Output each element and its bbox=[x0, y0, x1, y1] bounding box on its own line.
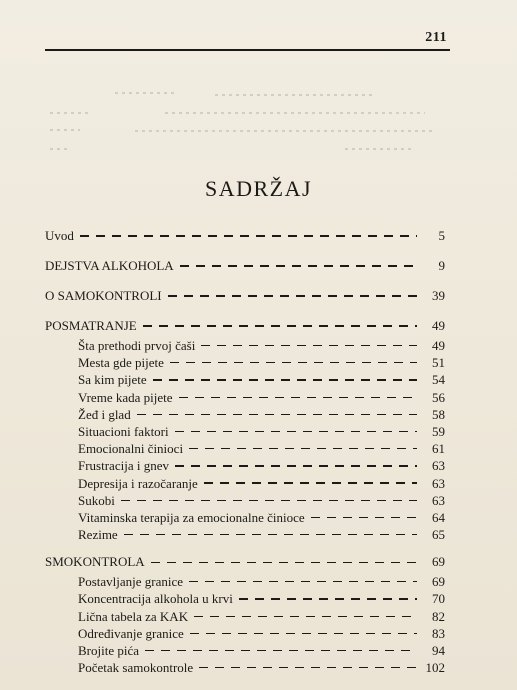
toc-dash-leader bbox=[175, 431, 417, 432]
toc-page-number: 5 bbox=[438, 228, 445, 243]
contents-title: SADRŽAJ bbox=[204, 176, 313, 201]
toc-entry-label: Lična tabela za KAK bbox=[78, 608, 189, 624]
toc-entry-label: Žeđ i glad bbox=[78, 406, 131, 422]
toc-chapter-row bbox=[45, 285, 445, 307]
toc-dash-leader bbox=[137, 414, 417, 415]
toc-page-number: 83 bbox=[432, 625, 445, 641]
toc-section-row bbox=[45, 440, 445, 457]
toc-page-number: 49 bbox=[432, 318, 445, 333]
header-rule bbox=[45, 49, 450, 51]
toc-entry-label: Šta prethodi prvoj čaši bbox=[78, 338, 196, 353]
toc-section-row bbox=[45, 475, 445, 492]
toc-section-row bbox=[45, 642, 445, 659]
toc-dash-leader bbox=[143, 325, 417, 326]
toc-page-number: 59 bbox=[432, 423, 445, 439]
toc-entry-label: POSMATRANJE bbox=[45, 318, 137, 333]
toc-section-row bbox=[45, 354, 445, 371]
toc-entry-label: Koncentracija alkohola u krvi bbox=[78, 591, 233, 607]
toc-dash-leader bbox=[124, 534, 417, 535]
toc-page-number: 54 bbox=[432, 372, 445, 388]
toc-dash-leader bbox=[201, 345, 417, 346]
toc-section-row bbox=[45, 423, 445, 440]
toc-dash-leader bbox=[80, 235, 417, 236]
toc-section-row bbox=[45, 625, 445, 642]
toc-dash-leader bbox=[199, 667, 417, 668]
toc-entry-label: Vreme kada pijete bbox=[78, 389, 173, 405]
toc-page-number: 58 bbox=[432, 406, 445, 422]
toc-section-row bbox=[45, 509, 445, 526]
toc-entry-label: Postavljanje granice bbox=[78, 574, 184, 590]
toc-entry-label: Situacioni faktori bbox=[78, 423, 169, 439]
toc-entry-label: Uvod bbox=[45, 228, 74, 243]
toc-dash-leader bbox=[180, 265, 417, 266]
toc-dash-leader bbox=[311, 517, 417, 518]
toc-section-row bbox=[45, 457, 445, 474]
toc-dash-leader bbox=[151, 562, 417, 563]
toc-dash-leader bbox=[189, 581, 417, 582]
toc-dash-leader bbox=[153, 379, 417, 380]
toc-page-number: 63 bbox=[432, 458, 445, 474]
toc-entry-label: Sukobi bbox=[78, 492, 115, 508]
toc-page-number: 102 bbox=[425, 660, 445, 676]
toc-dash-leader bbox=[179, 397, 417, 398]
toc-page-number: 63 bbox=[432, 492, 445, 508]
toc-entry-label: O SAMOKONTROLI bbox=[45, 288, 162, 303]
toc-dash-leader bbox=[168, 295, 417, 296]
toc-entry-label: Emocionalni činioci bbox=[78, 441, 184, 457]
toc-page-number: 39 bbox=[432, 288, 445, 303]
toc-dash-leader bbox=[239, 598, 417, 599]
toc-dash-leader bbox=[121, 500, 417, 501]
toc-page-number: 82 bbox=[432, 608, 445, 624]
toc-entry-label: Brojite pića bbox=[78, 643, 140, 658]
toc-dash-leader bbox=[194, 616, 417, 617]
toc-page-number: 51 bbox=[432, 355, 445, 371]
toc-page-number: 9 bbox=[438, 258, 445, 273]
toc-entry-label: Mesta gde pijete bbox=[78, 355, 164, 371]
toc-section-row bbox=[45, 492, 445, 509]
toc-chapter-row bbox=[45, 225, 445, 247]
toc-entry-label: Rezime bbox=[78, 527, 118, 543]
toc-page-number: 94 bbox=[432, 643, 445, 658]
toc-section-row bbox=[45, 389, 445, 406]
toc-entry-label: Početak samokontrole bbox=[78, 660, 194, 676]
toc-dash-leader bbox=[204, 482, 417, 483]
toc-section-row bbox=[45, 406, 445, 423]
toc-page-number: 61 bbox=[432, 441, 445, 457]
toc-dash-leader bbox=[189, 448, 417, 449]
toc-page-number: 70 bbox=[432, 591, 445, 607]
toc-page-number: 69 bbox=[432, 574, 445, 590]
toc-section-row bbox=[45, 337, 445, 354]
toc-entry-label: Vitaminska terapija za emocionalne činioce bbox=[78, 509, 305, 525]
toc-dash-leader bbox=[145, 650, 417, 651]
toc-entry-label: DEJSTVA ALKOHOLA bbox=[45, 258, 174, 273]
toc-section-row bbox=[45, 526, 445, 543]
toc-section-row bbox=[45, 573, 445, 590]
toc-page-number: 63 bbox=[432, 475, 445, 491]
page-number: 211 bbox=[425, 30, 447, 45]
toc-entry-label: Sa kim pijete bbox=[78, 372, 147, 388]
bleed-through-text bbox=[45, 82, 445, 172]
toc-chapter-row bbox=[45, 551, 445, 573]
toc-chapter-row bbox=[45, 255, 445, 277]
toc-page-number: 64 bbox=[432, 509, 445, 525]
toc-entry-label: Frustracija i gnev bbox=[78, 458, 169, 474]
toc-entry-label: Depresija i razočaranje bbox=[78, 475, 198, 491]
toc-section-row bbox=[45, 590, 445, 607]
toc-dash-leader bbox=[170, 362, 417, 363]
toc-page-number: 69 bbox=[432, 554, 445, 570]
toc-page-number: 49 bbox=[432, 338, 445, 353]
toc-dash-leader bbox=[175, 465, 417, 466]
toc-page-number: 65 bbox=[432, 527, 445, 543]
toc-entry-label: Određivanje granice bbox=[78, 625, 184, 641]
toc-chapter-row bbox=[45, 315, 445, 337]
toc-section-row bbox=[45, 659, 445, 676]
toc-section-row bbox=[45, 371, 445, 388]
toc-page-number: 56 bbox=[432, 389, 445, 405]
toc-section-row bbox=[45, 608, 445, 625]
toc-dash-leader bbox=[190, 633, 417, 634]
toc-entry-label: SMOKONTROLA bbox=[45, 554, 145, 570]
table-of-contents bbox=[45, 225, 445, 676]
